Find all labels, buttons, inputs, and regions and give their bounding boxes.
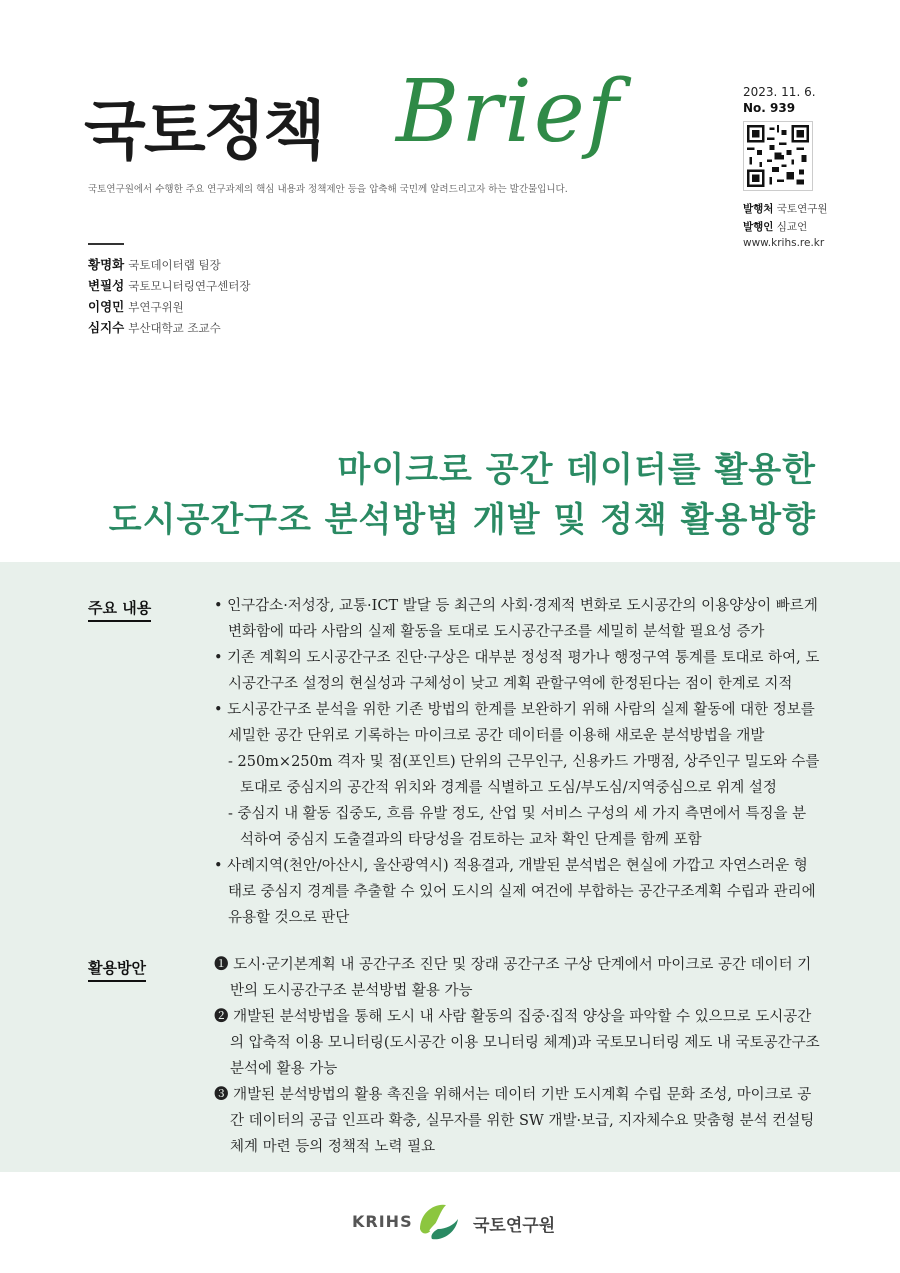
author-role: 국토데이터랩 팀장 xyxy=(128,258,221,272)
policy-item xyxy=(214,1082,820,1160)
report-title-line2: 도시공간구조 분석방법 개발 및 정책 활용방향 xyxy=(108,500,816,540)
issuer xyxy=(743,219,807,234)
author-name: 심지수 xyxy=(88,320,125,335)
author-role: 부산대학교 조교수 xyxy=(128,321,221,335)
qr-code-icon[interactable] xyxy=(743,121,813,191)
publisher-label: 발행처 xyxy=(743,203,774,215)
policy-item-text: 개발된 분석방법의 활용 촉진을 위해서는 데이터 기반 도시계획 수립 문화 조성, 마이크로 공간 데이터의 공급 인프라 확충, 실무자를 위한 SW 개발·보급, 지자체수요 맞춤형 분석 컨설팅 체계 마련 등의 정책적 노력 필요 xyxy=(230,1087,815,1155)
summary-section-label: 주요 내용 xyxy=(88,597,151,622)
policy-item xyxy=(214,952,820,1004)
author-divider xyxy=(88,243,124,245)
summary-item: • 인구감소·저성장, 교통·ICT 발달 등 최근의 사회·경제적 변화로 도시공간의 이용양상이 빠르게 변화함에 따라 사람의 실제 활동을 토대로 도시공간구조를 세밀히 분석할 필요성 증가 xyxy=(214,598,818,640)
author-2 xyxy=(88,276,250,294)
summary-item: • 도시공간구조 분석을 위한 기존 방법의 한계를 보완하기 위해 사람의 실제 활동에 대한 정보를 세밀한 공간 단위로 기록하는 마이크로 공간 데이터를 이용해 새로운 분석방법을 개발 xyxy=(214,702,815,744)
policy-item-text: 개발된 분석방법을 통해 도시 내 사람 활동의 집중·집적 양상을 파악할 수 있으므로 도시공간의 압축적 이용 모니터링(도시공간 이용 모니터링 체계)과 국토모니터링 제도 내 국토공간구조 분석에 활용 가능 xyxy=(230,1009,820,1077)
policy-item-text: 도시·군기본계획 내 공간구조 진단 및 장래 공간구조 구상 단계에서 마이크로 공간 데이터 기반의 도시공간구조 분석방법 활용 가능 xyxy=(230,957,812,999)
author-role: 부연구위원 xyxy=(128,300,184,314)
publication-title: 국토정책 xyxy=(84,95,324,169)
author-name: 변필성 xyxy=(88,278,125,293)
report-title-line1: 마이크로 공간 데이터를 활용한 xyxy=(337,450,816,490)
numbered-marker-icon: ❸ xyxy=(214,1087,229,1103)
footer-org-ko: 국토연구원 xyxy=(473,1216,556,1236)
tagline: 국토연구원에서 수행한 주요 연구과제의 핵심 내용과 정책제안 등을 압축해 국민께 알려드리고자 하는 발간물입니다. xyxy=(88,184,568,195)
author-4 xyxy=(88,318,221,336)
issue-date: 2023. 11. 6. xyxy=(743,85,816,99)
publisher-value: 국토연구원 xyxy=(776,203,828,215)
author-name: 이영민 xyxy=(88,299,125,314)
summary-item: • 기존 계획의 도시공간구조 진단·구상은 대부분 정성적 평가나 행정구역 통계를 토대로 하여, 도시공간구조 설정의 현실성과 구체성이 낮고 계획 관할구역에 한정된다는 점이 한계로 지적 xyxy=(214,650,820,692)
krihs-logo-icon xyxy=(416,1199,462,1243)
website-link[interactable]: www.krihs.re.kr xyxy=(743,237,825,249)
summary-item: • 사례지역(천안/아산시, 울산광역시) 적용결과, 개발된 분석법은 현실에 가깝고 자연스러운 형태로 중심지 경계를 추출할 수 있어 도시의 실제 여건에 부합하는 공간구조계획 수립과 관리에 유용할 것으로 판단 xyxy=(214,858,816,926)
summary-subitem: - 중심지 내 활동 집중도, 흐름 유발 정도, 산업 및 서비스 구성의 세 가지 측면에서 특징을 분석하여 중심지 도출결과의 타당성을 검토하는 교차 확인 단계를 함께 포함 xyxy=(228,806,807,848)
author-3 xyxy=(88,297,184,315)
summary-content xyxy=(214,593,820,931)
numbered-marker-icon: ❶ xyxy=(214,957,229,973)
publication-title-brief: Brief xyxy=(396,62,621,162)
issuer-label: 발행인 xyxy=(743,221,774,233)
numbered-marker-icon: ❷ xyxy=(214,1009,229,1025)
publisher xyxy=(743,201,828,216)
author-1 xyxy=(88,255,221,273)
author-name: 황명화 xyxy=(88,257,125,272)
summary-subitem: - 250m×250m 격자 및 점(포인트) 단위의 근무인구, 신용카드 가맹점, 상주인구 밀도와 수를 토대로 중심지의 공간적 위치와 경계를 식별하고 도심/부도심/지역중심으로 위계 설정 xyxy=(228,754,820,796)
issuer-value: 심교언 xyxy=(776,221,808,233)
policy-content xyxy=(214,952,820,1160)
footer-org-en: KRIHS xyxy=(352,1212,413,1231)
author-role: 국토모니터링연구센터장 xyxy=(128,279,251,293)
issue-number: No. 939 xyxy=(743,101,796,115)
policy-item xyxy=(214,1004,820,1082)
policy-section-label: 활용방안 xyxy=(88,957,146,982)
